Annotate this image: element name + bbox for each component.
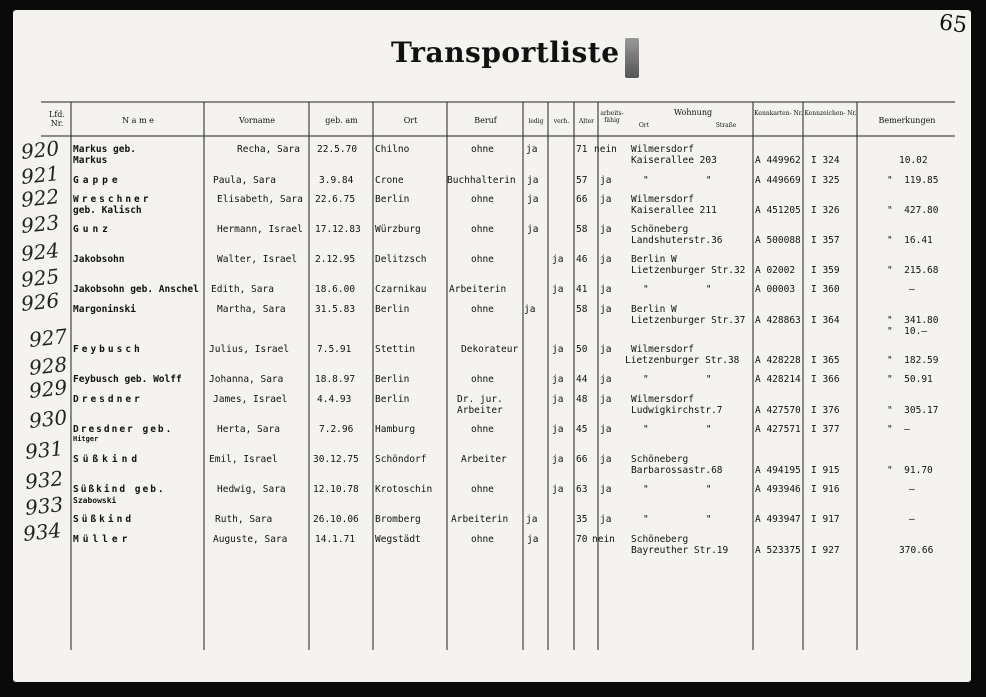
row-wohnung-strasse: Ludwigkirchstr.7 xyxy=(631,405,723,416)
row-ledig: ja xyxy=(527,224,539,235)
row-alter: 71 xyxy=(576,144,588,155)
row-wohnung-ort: Berlin W xyxy=(631,254,677,265)
row-ort: Stettin xyxy=(375,344,416,355)
row-bemerkung: " 50.91 xyxy=(887,374,933,385)
header-bemerkungen: Bemerkungen xyxy=(878,116,936,125)
row-alter: 46 xyxy=(576,254,588,265)
row-vorname: Walter, Israel xyxy=(217,254,298,265)
row-wohnung-ort: Wilmersdorf xyxy=(631,394,694,405)
row-kennkarte: A 493946 xyxy=(755,484,801,495)
row-bemerkung: " 305.17 xyxy=(887,405,939,416)
row-kennkarte: A 494195 xyxy=(755,465,801,476)
header-kennzeichen: Kennzeichen- Nr. xyxy=(804,110,857,117)
row-kennkarte: A 428863 xyxy=(755,315,801,326)
row-number: 931 xyxy=(23,436,65,464)
row-wohnung-ort: " " xyxy=(643,284,712,295)
row-wohnung-ort: Berlin W xyxy=(631,304,677,315)
row-vorname: James, Israel xyxy=(213,394,288,405)
row-number: 920 xyxy=(19,136,61,164)
row-arbeitsfaehig: ja xyxy=(600,175,612,186)
row-alter: 48 xyxy=(576,394,588,405)
row-kennzeichen: I 915 xyxy=(811,465,840,476)
row-wohnung-ort: " " xyxy=(643,514,712,525)
header-name: N a m e xyxy=(122,116,154,125)
row-kennzeichen: I 360 xyxy=(811,284,840,295)
row-vorname: Edith, Sara xyxy=(211,284,274,295)
row-name: Jakobsohn xyxy=(73,254,125,265)
row-bemerkung: " — xyxy=(887,424,910,435)
row-geb: 22.6.75 xyxy=(315,194,356,205)
row-bemerkung-line2: " 10.— xyxy=(887,326,928,337)
row-bemerkung: " 16.41 xyxy=(887,235,933,246)
row-beruf: ohne xyxy=(471,424,494,435)
row-bemerkung: — xyxy=(909,514,915,525)
row-geb: 14.1.71 xyxy=(315,534,356,545)
row-beruf: Dekorateur xyxy=(461,344,519,355)
row-number: 927 xyxy=(27,324,69,352)
header-wohnung-strasse: Straße xyxy=(715,122,737,129)
row-geb: 31.5.83 xyxy=(315,304,356,315)
row-arbeitsfaehig: ja xyxy=(600,374,612,385)
row-vorname: Julius, Israel xyxy=(209,344,290,355)
row-number: 921 xyxy=(19,161,61,189)
row-wohnung-ort: " " xyxy=(643,374,712,385)
row-kennzeichen: I 927 xyxy=(811,545,840,556)
row-number: 932 xyxy=(23,466,65,494)
row-kennkarte: A 523375 xyxy=(755,545,801,556)
row-alter: 66 xyxy=(576,194,588,205)
row-ledig: ja xyxy=(526,144,538,155)
row-number: 926 xyxy=(19,288,61,316)
row-arbeitsfaehig: ja xyxy=(600,194,612,205)
row-ledig: ja xyxy=(527,194,539,205)
row-bemerkung: " 341.80 xyxy=(887,315,939,326)
row-number: 928 xyxy=(27,352,69,380)
row-beruf: Buchhalterin xyxy=(447,175,516,186)
row-ledig: ja xyxy=(527,534,539,545)
row-name: Markus geb. xyxy=(73,144,136,155)
row-wohnung-ort: Wilmersdorf xyxy=(631,344,694,355)
row-kennzeichen: I 357 xyxy=(811,235,840,246)
row-ort: Chilno xyxy=(375,144,410,155)
row-beruf: ohne xyxy=(471,224,494,235)
row-alter: 63 xyxy=(576,484,588,495)
row-ort: Czarnikau xyxy=(375,284,427,295)
row-beruf: ohne xyxy=(471,304,494,315)
row-name-line2: geb. Kalisch xyxy=(73,205,142,216)
row-geb: 17.12.83 xyxy=(315,224,361,235)
row-wohnung-strasse: Landshuterstr.36 xyxy=(631,235,723,246)
row-name: Wreschner xyxy=(73,194,152,205)
row-name-line2: Szabowski xyxy=(73,496,117,505)
row-bemerkung: 370.66 xyxy=(899,545,934,556)
row-beruf: ohne xyxy=(471,194,494,205)
row-kennzeichen: I 326 xyxy=(811,205,840,216)
row-ort: Berlin xyxy=(375,194,410,205)
row-kennzeichen: I 366 xyxy=(811,374,840,385)
row-wohnung-ort: Schöneberg xyxy=(631,534,689,545)
row-verh: ja xyxy=(552,424,564,435)
row-name: Müller xyxy=(73,534,132,545)
row-kennzeichen: I 325 xyxy=(811,175,840,186)
row-kennzeichen: I 376 xyxy=(811,405,840,416)
row-alter: 44 xyxy=(576,374,588,385)
row-ort: Delitzsch xyxy=(375,254,427,265)
row-alter: 66 xyxy=(576,454,588,465)
row-arbeitsfaehig: ja xyxy=(600,254,612,265)
row-alter: 58 xyxy=(576,224,588,235)
row-wohnung-strasse: Kaiserallee 203 xyxy=(631,155,717,166)
row-vorname: Auguste, Sara xyxy=(213,534,288,545)
row-number: 929 xyxy=(27,375,69,403)
row-verh: ja xyxy=(552,394,564,405)
row-alter: 35 xyxy=(576,514,588,525)
row-kennkarte: A 449669 xyxy=(755,175,801,186)
row-beruf: ohne xyxy=(471,374,494,385)
row-vorname: Recha, Sara xyxy=(237,144,300,155)
row-vorname: Johanna, Sara xyxy=(209,374,284,385)
row-kennzeichen: I 917 xyxy=(811,514,840,525)
row-ledig: ja xyxy=(527,175,539,186)
row-arbeitsfaehig: ja xyxy=(600,454,612,465)
row-kennkarte: A 428214 xyxy=(755,374,801,385)
row-verh: ja xyxy=(552,254,564,265)
row-kennkarte: A 02002 xyxy=(755,265,796,276)
row-arbeitsfaehig: ja xyxy=(600,514,612,525)
row-vorname: Elisabeth, Sara xyxy=(217,194,303,205)
row-ort: Crone xyxy=(375,175,404,186)
row-verh: ja xyxy=(552,374,564,385)
row-alter: 45 xyxy=(576,424,588,435)
row-number: 923 xyxy=(19,210,61,238)
header-kennkarten: Kennkarten- Nr. xyxy=(754,110,803,117)
row-vorname: Hermann, Israel xyxy=(217,224,303,235)
row-name: Süßkind geb. xyxy=(73,484,166,495)
header-wohnung: Wohnung xyxy=(673,108,713,117)
row-geb: 4.4.93 xyxy=(317,394,352,405)
row-number: 925 xyxy=(19,264,61,292)
row-kennzeichen: I 324 xyxy=(811,155,840,166)
row-name: Süßkind xyxy=(73,514,135,525)
header-wohnung-ort: Ort xyxy=(638,122,650,129)
page-title: Transportliste xyxy=(391,36,620,69)
row-beruf: ohne xyxy=(471,144,494,155)
row-name: Gappe xyxy=(73,175,122,186)
row-geb: 2.12.95 xyxy=(315,254,356,265)
row-ort: Krotoschin xyxy=(375,484,433,495)
row-alter: 50 xyxy=(576,344,588,355)
row-beruf: Arbeiterin xyxy=(449,284,507,295)
row-bemerkung: " 182.59 xyxy=(887,355,939,366)
row-number: 922 xyxy=(19,184,61,212)
header-lfd-nr: Lfd. Nr. xyxy=(49,110,65,128)
row-geb: 30.12.75 xyxy=(313,454,359,465)
header-vorname: Vorname xyxy=(239,116,275,125)
row-geb: 12.10.78 xyxy=(313,484,359,495)
row-beruf: ohne xyxy=(471,254,494,265)
row-beruf: Dr. jur. xyxy=(457,394,503,405)
row-ort: Berlin xyxy=(375,374,410,385)
row-name-line2: Hitger xyxy=(73,435,99,443)
row-name: Dresdner geb. xyxy=(73,424,174,435)
row-number: 934 xyxy=(21,518,63,546)
row-kennkarte: A 00003 xyxy=(755,284,796,295)
row-bemerkung: — xyxy=(909,484,915,495)
row-arbeitsfaehig: ja xyxy=(600,304,612,315)
row-arbeitsfaehig: nein xyxy=(594,144,617,155)
row-arbeitsfaehig: ja xyxy=(600,484,612,495)
row-ort: Würzburg xyxy=(375,224,421,235)
row-ort: Wegstädt xyxy=(375,534,421,545)
row-wohnung-strasse: Lietzenburger Str.32 xyxy=(631,265,746,276)
row-beruf: Arbeiterin xyxy=(451,514,509,525)
row-vorname: Paula, Sara xyxy=(213,175,276,186)
row-wohnung-ort: Wilmersdorf xyxy=(631,144,694,155)
row-bemerkung: " 215.68 xyxy=(887,265,939,276)
row-bemerkung: " 427.80 xyxy=(887,205,939,216)
row-bemerkung: — xyxy=(909,284,915,295)
row-name: Dresdner xyxy=(73,394,143,405)
document-sheet xyxy=(13,10,971,682)
header-alter: Alter xyxy=(578,118,595,125)
row-ort: Hamburg xyxy=(375,424,416,435)
row-name: Jakobsohn geb. Anschel xyxy=(73,284,199,295)
row-verh: ja xyxy=(552,284,564,295)
row-kennkarte: A 451205 xyxy=(755,205,801,216)
row-geb: 7.2.96 xyxy=(319,424,354,435)
row-kennzeichen: I 359 xyxy=(811,265,840,276)
row-ort: Schöndorf xyxy=(375,454,427,465)
row-ort: Bromberg xyxy=(375,514,421,525)
row-kennkarte: A 427571 xyxy=(755,424,801,435)
row-kennkarte: A 428228 xyxy=(755,355,801,366)
row-vorname: Martha, Sara xyxy=(217,304,286,315)
header-ort: Ort xyxy=(403,116,418,125)
row-beruf: ohne xyxy=(471,534,494,545)
row-ort: Berlin xyxy=(375,394,410,405)
row-verh: ja xyxy=(552,484,564,495)
row-ledig: ja xyxy=(526,514,538,525)
row-arbeitsfaehig: ja xyxy=(600,394,612,405)
row-bemerkung: " 119.85 xyxy=(887,175,939,186)
row-verh: ja xyxy=(552,344,564,355)
row-name: Gunz xyxy=(73,224,112,235)
row-bemerkung: " 91.70 xyxy=(887,465,933,476)
row-geb: 18.6.00 xyxy=(315,284,356,295)
row-alter: 41 xyxy=(576,284,588,295)
row-bemerkung: 10.02 xyxy=(899,155,928,166)
row-verh: ja xyxy=(552,454,564,465)
row-wohnung-strasse: Bayreuther Str.19 xyxy=(631,545,729,556)
row-beruf: Arbeiter xyxy=(461,454,507,465)
row-alter: 57 xyxy=(576,175,588,186)
row-arbeitsfaehig: ja xyxy=(600,284,612,295)
roman-numeral-stamp xyxy=(625,38,639,78)
row-wohnung-ort: Schöneberg xyxy=(631,224,689,235)
header-verh: verh. xyxy=(553,118,570,125)
row-kennzeichen: I 365 xyxy=(811,355,840,366)
row-kennzeichen: I 364 xyxy=(811,315,840,326)
row-beruf-line2: Arbeiter xyxy=(457,405,503,416)
row-kennzeichen: I 916 xyxy=(811,484,840,495)
row-vorname: Herta, Sara xyxy=(217,424,280,435)
row-arbeitsfaehig: ja xyxy=(600,424,612,435)
header-geb-am: geb. am xyxy=(325,116,358,125)
row-wohnung-ort: " " xyxy=(643,175,712,186)
row-geb: 7.5.91 xyxy=(317,344,352,355)
header-arbeitsfaehig: arbeits- fähig xyxy=(600,110,624,124)
row-vorname: Emil, Israel xyxy=(209,454,278,465)
row-kennzeichen: I 377 xyxy=(811,424,840,435)
row-arbeitsfaehig: ja xyxy=(600,224,612,235)
row-number: 924 xyxy=(19,238,61,266)
row-wohnung-ort: Wilmersdorf xyxy=(631,194,694,205)
row-wohnung-ort: " " xyxy=(643,424,712,435)
row-kennkarte: A 493947 xyxy=(755,514,801,525)
row-vorname: Ruth, Sara xyxy=(215,514,273,525)
row-name: Feybusch geb. Wolff xyxy=(73,374,182,385)
row-alter: 58 xyxy=(576,304,588,315)
row-arbeitsfaehig: nein xyxy=(592,534,615,545)
row-alter: 70 xyxy=(576,534,588,545)
row-geb: 18.8.97 xyxy=(315,374,356,385)
row-ledig: ja xyxy=(524,304,536,315)
row-kennkarte: A 449962 xyxy=(755,155,801,166)
row-vorname: Hedwig, Sara xyxy=(217,484,286,495)
row-kennkarte: A 427570 xyxy=(755,405,801,416)
row-name: Feybusch xyxy=(73,344,143,355)
row-name-line2: Markus xyxy=(73,155,108,166)
row-number: 933 xyxy=(23,492,65,520)
row-wohnung-strasse: Kaiserallee 211 xyxy=(631,205,717,216)
header-beruf: Beruf xyxy=(474,116,497,125)
row-wohnung-strasse: Barbarossastr.68 xyxy=(631,465,723,476)
row-wohnung-strasse: Lietzenburger Str.38 xyxy=(625,355,740,366)
row-kennkarte: A 500088 xyxy=(755,235,801,246)
row-arbeitsfaehig: ja xyxy=(600,344,612,355)
row-wohnung-strasse: Lietzenburger Str.37 xyxy=(631,315,746,326)
row-geb: 3.9.84 xyxy=(319,175,354,186)
row-wohnung-ort: Schöneberg xyxy=(631,454,689,465)
row-ort: Berlin xyxy=(375,304,410,315)
row-name: Margoninski xyxy=(73,304,136,315)
row-beruf: ohne xyxy=(471,484,494,495)
row-number: 930 xyxy=(27,405,69,433)
row-geb: 26.10.06 xyxy=(313,514,359,525)
row-name: Süßkind xyxy=(73,454,142,465)
header-ledig: ledig xyxy=(528,118,544,125)
page-number: 65 xyxy=(937,10,969,39)
row-wohnung-ort: " " xyxy=(643,484,712,495)
row-geb: 22.5.70 xyxy=(317,144,358,155)
